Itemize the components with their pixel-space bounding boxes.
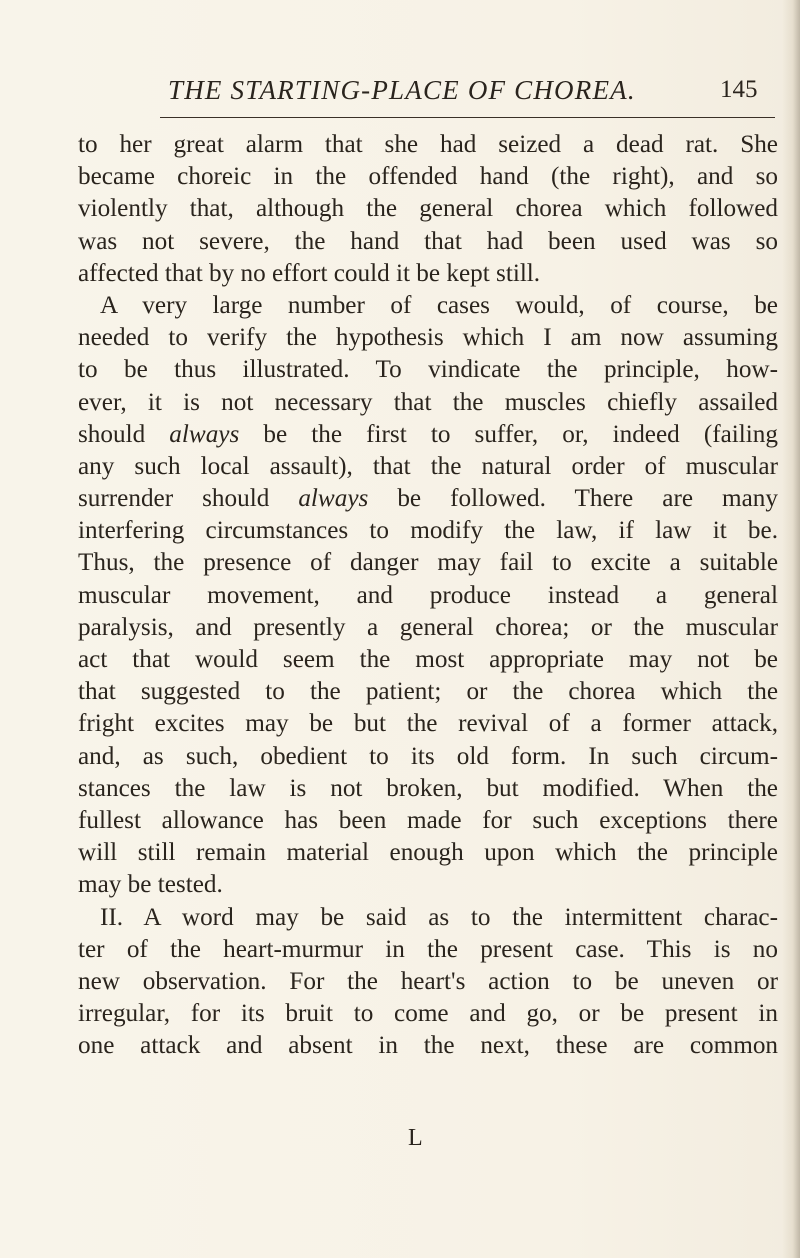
text-line: muscular movement, and produce instead a general [78,581,778,609]
body-text [78,129,778,1062]
text-line: may be tested. [78,871,223,899]
text-line: Thus, the presence of danger may fail to excite a suitable [78,549,778,577]
text-line: ever, it is not necessary that the muscles chiefly assailed [78,388,778,416]
text-line: that suggested to the patient; or the chorea which the [78,678,778,706]
page-edge-shadow [782,0,800,1258]
text-line: surrender should always be followed. There are many [78,485,778,513]
text-line: one attack and absent in the next, these are common [78,1032,778,1060]
text-line: fullest allowance has been made for such exceptions there [78,806,778,834]
text-line: ter of the heart-murmur in the present case. This is no [78,935,778,963]
text-line: irregular, for its bruit to come and go, or be present in [78,1000,778,1028]
text-line: will still remain material enough upon which the principle [78,839,778,867]
text-line: to be thus illustrated. To vindicate the principle, how- [78,356,778,384]
text-line: II. A word may be said as to the intermittent charac- [100,903,778,931]
header-rule [160,117,775,118]
text-line: stances the law is not broken, but modified. When the [78,774,778,802]
text-line: any such local assault), that the natural order of muscular [78,452,778,480]
text-line: and, as such, obedient to its old form. In such circum- [78,742,778,770]
text-line: interfering circumstances to modify the law, if law it be. [78,517,778,545]
page-number: 145 [720,76,758,103]
text-line: A very large number of cases would, of course, be [100,291,778,319]
signature-mark: L [408,1125,423,1151]
text-line: was not severe, the hand that had been used was so [78,227,778,255]
text-line: fright excites may be but the revival of a former attack, [78,710,778,738]
running-head: THE STARTING-PLACE OF CHOREA. [168,75,636,105]
text-line: new observation. For the heart's action to be uneven or [78,967,778,995]
text-line: violently that, although the general chorea which followed [78,195,778,223]
text-line: to her great alarm that she had seized a dead rat. She [78,131,778,158]
text-line: paralysis, and presently a general chorea; or the muscular [78,613,778,641]
text-line: needed to verify the hypothesis which I am now assuming [78,324,778,352]
text-line: act that would seem the most appropriate may not be [78,646,778,673]
text-line: should always be the first to suffer, or, indeed (failing [78,420,778,448]
text-line: became choreic in the offended hand (the right), and so [78,163,778,191]
text-line: affected that by no effort could it be kept still. [78,259,541,287]
